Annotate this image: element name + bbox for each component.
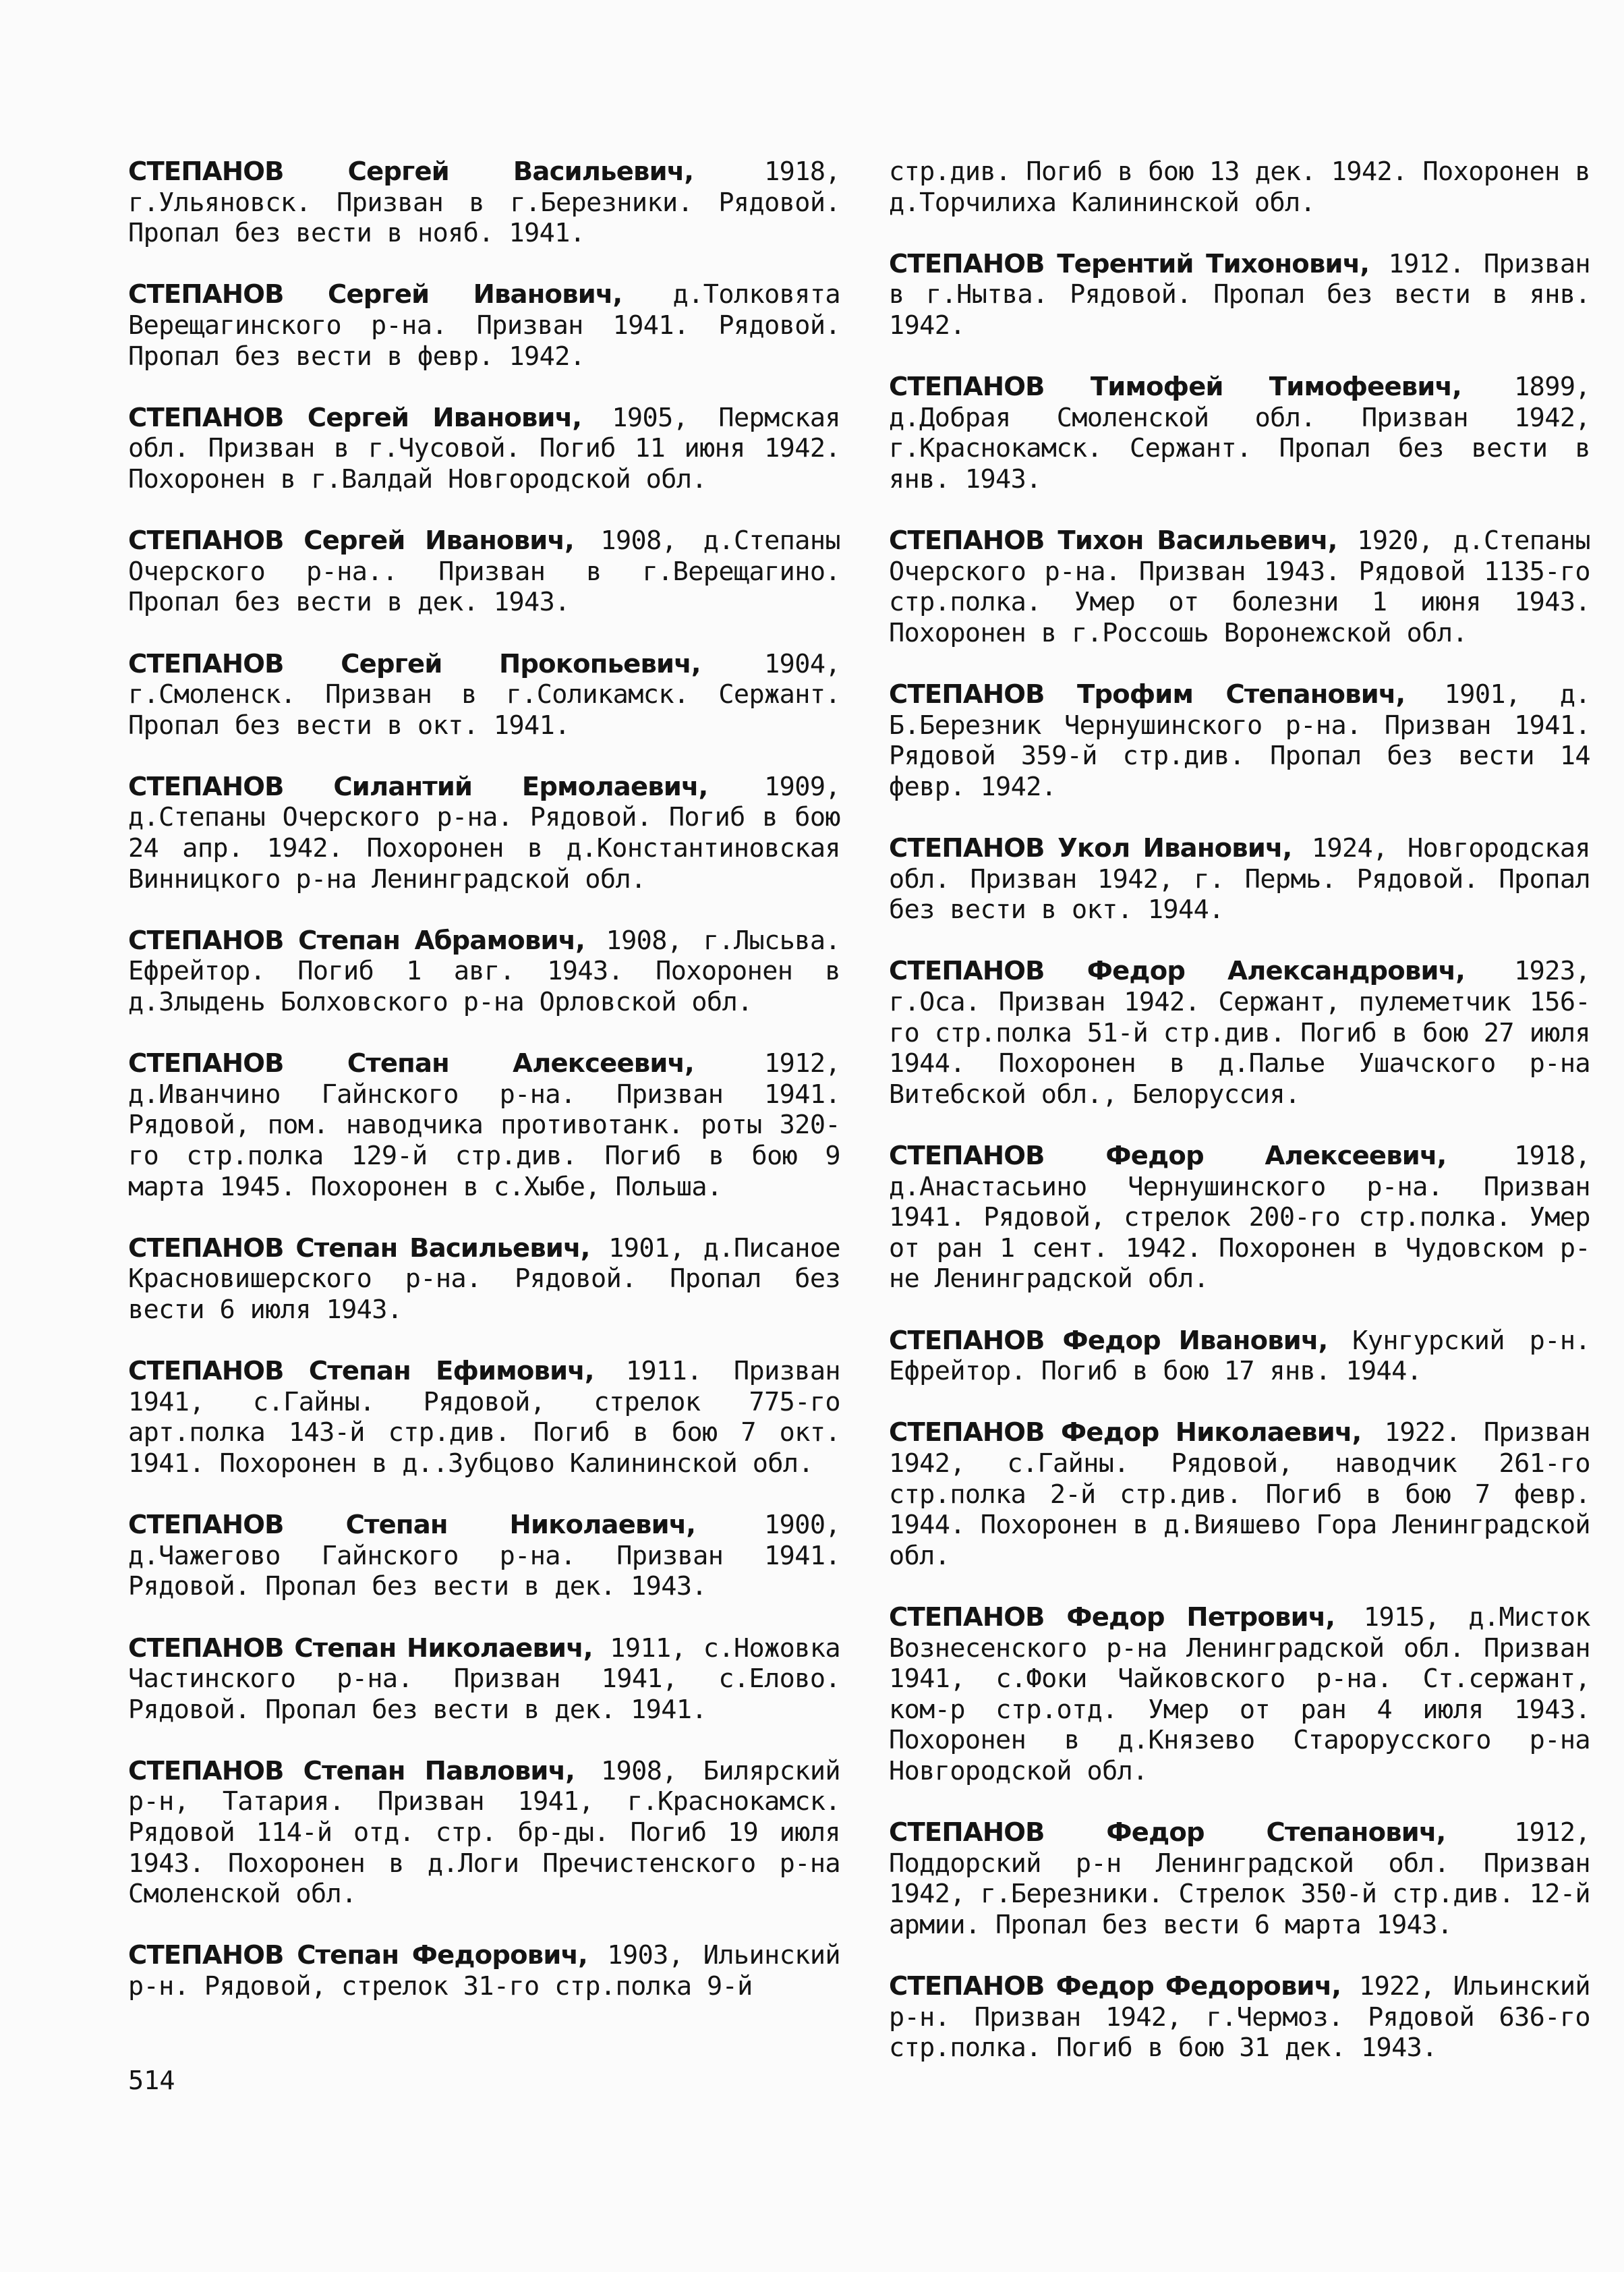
entry-name: СТЕПАНОВ Тихон Васильевич, (889, 526, 1337, 557)
entry-text: 1923, г.Оса. Призван 1942. Сержант, пулеметчик 156-го стр.полка 51-й стр.див. Погиб в бою 27 июля 1944. Похоронен в д.Палье Ушачского р-на Витебской обл., Белоруссия. (889, 956, 1590, 1110)
entry-text: 1908, г.Лысьва. Ефрейтор. Погиб 1 авг. 1943. Похоронен в д.Злыдень Болховского р-на Орловской обл. (128, 925, 841, 1018)
entry-text: 1909, д.Степаны Очерского р-на. Рядовой. Погиб в бою 24 апр. 1942. Похоронен в д.Константиновская Винницкого р-на Ленинградской обл. (128, 771, 840, 894)
entry-text: 1915, д.Мисток Вознесенского р-на Ленинградской обл. Призван 1941, с.Фоки Чайковского р-на. Ст.сержант, ком-р стр.отд. Умер от ран 4 июля 1943. Похоронен в д.Князево Старорусского р-на Новгородской обл. (889, 1601, 1590, 1786)
entry (128, 157, 840, 249)
entry-text: д.Толковята Верещагинского р-на. Призван 1941. Рядовой. Пропал без вести в февр. 1942. (128, 279, 840, 372)
entry-text: 1924, Новгородская обл. Призван 1942, г. Пермь. Рядовой. Пропал без вести в окт. 1944. (889, 833, 1590, 926)
entry-text: 1912, д.Иванчино Гайнского р-на. Призван 1941. Рядовой, пом. наводчика противотанк. роты 320-го стр.полка 129-й стр.див. Погиб в бою 9 марта 1945. Похоронен в с.Хыбе, Польша. (128, 1048, 840, 1202)
entry (889, 1602, 1590, 1787)
entry-text: 1901, д. Б.Березник Чернушинского р-на. Призван 1941. Рядовой 359-й стр.див. Пропал без вести 14 февр. 1942. (889, 679, 1590, 802)
entry-name: СТЕПАНОВ Сергей Васильевич, (128, 157, 694, 187)
entry-text: 1912. Призван в г.Нытва. Рядовой. Пропал без вести в янв. 1942. (889, 248, 1590, 341)
entry-text: 1918, д.Анастасьино Чернушинского р-на. Призван 1941. Рядовой, стрелок 200-го стр.полка. Умер от ран 1 сент. 1942. Похоронен в Чудовском р-не Ленинградской обл. (889, 1141, 1590, 1295)
entry-text: 1920, д.Степаны Очерского р-на. Призван 1943. Рядовой 1135-го стр.полка. Умер от болезни 1 июня 1943. Похоронен в г.Россошь Воронежской обл. (889, 526, 1590, 648)
entry-name: СТЕПАНОВ Сергей Иванович, (128, 526, 574, 557)
entry-text: 1900, д.Чажегово Гайнского р-на. Призван 1941. Рядовой. Пропал без вести в дек. 1943. (128, 1510, 840, 1602)
entry (889, 679, 1590, 802)
entry (889, 1417, 1590, 1571)
entry-name: СТЕПАНОВ Трофим Степанович, (889, 679, 1405, 710)
entry-name: СТЕПАНОВ Степан Николаевич, (128, 1510, 696, 1541)
entry (889, 1326, 1590, 1387)
entry (889, 1141, 1590, 1295)
page-number: 514 (128, 2066, 175, 2096)
entry-text: 1922. Призван 1942, с.Гайны. Рядовой, наводчик 261-го стр.полка 2-й стр.див. Погиб в бою 7 февр. 1944. Похоронен в д.Вияшево Гора Ленинградской обл. (889, 1417, 1590, 1571)
entry-name: СТЕПАНОВ Федор Иванович, (889, 1325, 1328, 1356)
entry-name: СТЕПАНОВ Сергей Иванович, (128, 402, 582, 433)
left-column (128, 157, 840, 2033)
entry (128, 1048, 840, 1202)
entry (128, 1233, 840, 1326)
entry-text: 1922, Ильинский р-н. Призван 1942, г.Чермоз. Рядовой 636-го стр.полка. Погиб в бою 31 дек. 1943. (889, 1971, 1590, 2064)
entry-text: 1899, д.Добрая Смоленской обл. Призван 1942, г.Краснокамск. Сержант. Пропал без вести в янв. 1943. (889, 372, 1590, 494)
entry (128, 772, 840, 894)
entry (889, 833, 1590, 926)
entry-name: СТЕПАНОВ Укол Иванович, (889, 833, 1292, 864)
entry-name: СТЕПАНОВ Сергей Прокопьевич, (128, 648, 701, 679)
entry (128, 1633, 840, 1726)
entry-name: СТЕПАНОВ Федор Николаевич, (889, 1417, 1362, 1448)
entry-text: 1903, Ильинский р-н. Рядовой, стрелок 31-го стр.полка 9-й (128, 1940, 840, 2002)
entry (128, 649, 840, 741)
entry-text: 1911, с.Ножовка Частинского р-на. Призван 1941, с.Елово. Рядовой. Пропал без вести в дек. 1941. (128, 1632, 840, 1725)
entry (128, 1940, 840, 2001)
entry-name: СТЕПАНОВ Силантий Ермолаевич, (128, 771, 708, 802)
entry (889, 956, 1590, 1110)
entry-text: 1911. Призван 1941, с.Гайны. Рядовой, стрелок 775-го арт.полка 143-й стр.див. Погиб в бою 7 окт. 1941. Похоронен в д..Зубцово Калининской обл. (128, 1356, 841, 1479)
entry-name: СТЕПАНОВ Степан Федорович, (128, 1940, 587, 1971)
entry-name: СТЕПАНОВ Федор Степанович, (889, 1817, 1446, 1848)
entry-name: СТЕПАНОВ Степан Павлович, (128, 1755, 575, 1786)
entry (128, 926, 840, 1018)
right-column (889, 157, 1590, 2094)
entry (889, 157, 1590, 218)
entry-text: 1905, Пермская обл. Призван в г.Чусовой. Погиб 11 июня 1942. Похоронен в г.Валдай Новгородской обл. (128, 402, 841, 494)
entry (128, 1356, 840, 1479)
entry-name: СТЕПАНОВ Степан Алексеевич, (128, 1048, 694, 1079)
entry-name: СТЕПАНОВ Тимофей Тимофеевич, (889, 372, 1461, 403)
entry-text: 1901, д.Писаное Красновишерского р-на. Рядовой. Пропал без вести 6 июля 1943. (128, 1232, 841, 1325)
entry-text: 1904, г.Смоленск. Призван в г.Соликамск. Сержант. Пропал без вести в окт. 1941. (128, 648, 840, 741)
entry-name: СТЕПАНОВ Степан Ефимович, (128, 1356, 594, 1387)
entry-name: СТЕПАНОВ Терентий Тихонович, (889, 248, 1370, 279)
entry (889, 372, 1590, 494)
entry-name: СТЕПАНОВ Степан Васильевич, (128, 1232, 590, 1263)
entry (128, 1756, 840, 1910)
entry-text: стр.див. Погиб в бою 13 дек. 1942. Похоронен в д.Торчилиха Калининской обл. (889, 157, 1590, 218)
entry (128, 403, 840, 495)
entry (128, 279, 840, 372)
entry (889, 1817, 1590, 1940)
entry-name: СТЕПАНОВ Федор Федорович, (889, 1971, 1341, 2002)
entry (889, 526, 1590, 648)
entry-text: 1912, Поддорский р-н Ленинградской обл. Призван 1942, г.Березники. Стрелок 350-й стр.див. 12-й армии. Пропал без вести 6 марта 1943. (889, 1817, 1590, 1940)
entry-name: СТЕПАНОВ Степан Абрамович, (128, 925, 585, 956)
entry-name: СТЕПАНОВ Федор Александрович, (889, 956, 1466, 987)
entry-name: СТЕПАНОВ Степан Николаевич, (128, 1632, 593, 1664)
entry-text: 1918, г.Ульяновск. Призван в г.Березники. Рядовой. Пропал без вести в нояб. 1941. (128, 157, 840, 249)
entry (889, 249, 1590, 341)
entry-text: 1908, Билярский р-н, Татария. Призван 1941, г.Краснокамск. Рядовой 114-й отд. стр. бр-ды. Погиб 19 июля 1943. Похоронен в д.Логи Пречистенского р-на Смоленской обл. (128, 1755, 841, 1910)
entry-text: Кунгурский р-н. Ефрейтор. Погиб в бою 17 янв. 1944. (889, 1325, 1590, 1387)
entry-name: СТЕПАНОВ Федор Петрович, (889, 1601, 1335, 1632)
entry (128, 526, 840, 618)
entry-name: СТЕПАНОВ Федор Алексеевич, (889, 1141, 1447, 1171)
entry-text: 1908, д.Степаны Очерского р-на.. Призван в г.Верещагино. Пропал без вести в дек. 1943. (128, 526, 840, 618)
entry (889, 1971, 1590, 2064)
entry (128, 1510, 840, 1602)
entry-name: СТЕПАНОВ Сергей Иванович, (128, 279, 622, 310)
